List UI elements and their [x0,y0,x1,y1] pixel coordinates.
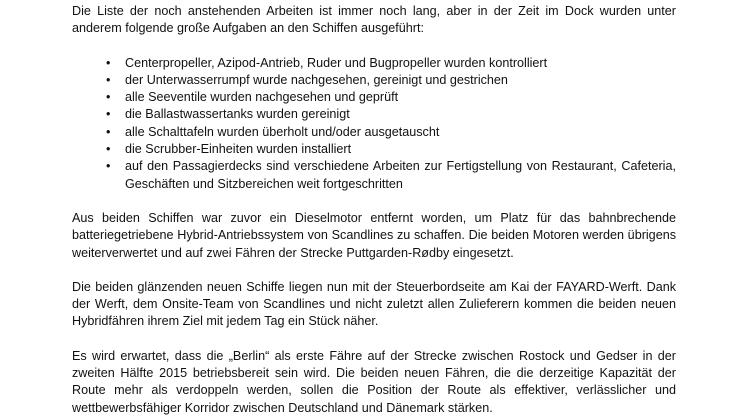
bullet-icon: • [106,107,111,122]
list-item [72,72,676,89]
berlin-paragraph: Es wird erwartet, dass die „Berlin“ als erste Fähre auf der Strecke zwischen Rostock und Gedser in der zweiten Hälfte 2015 betriebsbereit sein wird. Die beiden neuen Fähren, die die derzeitige Kapazität der Route mehr als verdoppeln werden, sollen die Position der Route als effektiver, verlässlicher und wettbewerbsfähiger Korridor zwischen Deutschland und Dänemark stärken. [72,348,676,415]
spacer [72,262,676,279]
task-text: die Scrubber-Einheiten wurden installiert [125,142,352,157]
task-text: auf den Passagierdecks sind verschiedene Arbeiten zur Fertigstellung von Restaurant, Cafeteria, Geschäften und Sitzbereichen weit fortgeschritten [125,159,676,191]
list-item [72,141,676,158]
list-item [72,89,676,106]
engines-paragraph: Aus beiden Schiffen war zuvor ein Dieselmotor entfernt worden, um Platz für das bahnbrechende batteriegetriebene Hybrid-Antriebssystem von Scandlines zu schaffen. Die beiden Motoren werden übrigens weiterverwertet und auf zwei Fähren der Strecke Puttgarden-Rødby eingesetzt. [72,210,676,260]
spacer [72,331,676,348]
bullet-icon: • [106,124,111,139]
task-text: der Unterwasserrumpf wurde nachgesehen, gereinigt und gestrichen [125,72,508,87]
task-text: die Ballastwassertanks wurden gereinigt [125,107,350,122]
yard-paragraph: Die beiden glänzenden neuen Schiffe liegen nun mit der Steuerbordseite am Kai der FAYARD-Werft. Dank der Werft, dem Onsite-Team von Scandlines und nicht zuletzt allen Zulieferern kommen die beiden neuen Hybridfähren ihrem Ziel mit jedem Tag ein Stück näher. [72,279,676,329]
spacer [72,193,676,210]
bullet-icon: • [106,142,111,157]
bullet-icon: • [106,159,111,174]
intro-paragraph: Die Liste der noch anstehenden Arbeiten ist immer noch lang, aber in der Zeit im Dock wurden unter anderem folgende große Aufgaben an den Schiffen ausgeführt: [72,4,676,36]
list-item [72,124,676,141]
list-item [72,158,676,193]
bullet-icon: • [106,90,111,105]
task-text: Centerpropeller, Azipod-Antrieb, Ruder und Bugpropeller wurden kontrolliert [125,55,548,70]
bullet-icon: • [106,72,111,87]
spacer [72,38,676,55]
task-text: alle Schalttafeln wurden überholt und/oder ausgetauscht [125,124,440,139]
document-body [72,3,676,417]
task-text: alle Seeventile wurden nachgesehen und geprüft [125,90,399,105]
bullet-icon: • [106,55,111,70]
list-item [72,55,676,72]
list-item [72,106,676,123]
task-list [72,55,676,193]
